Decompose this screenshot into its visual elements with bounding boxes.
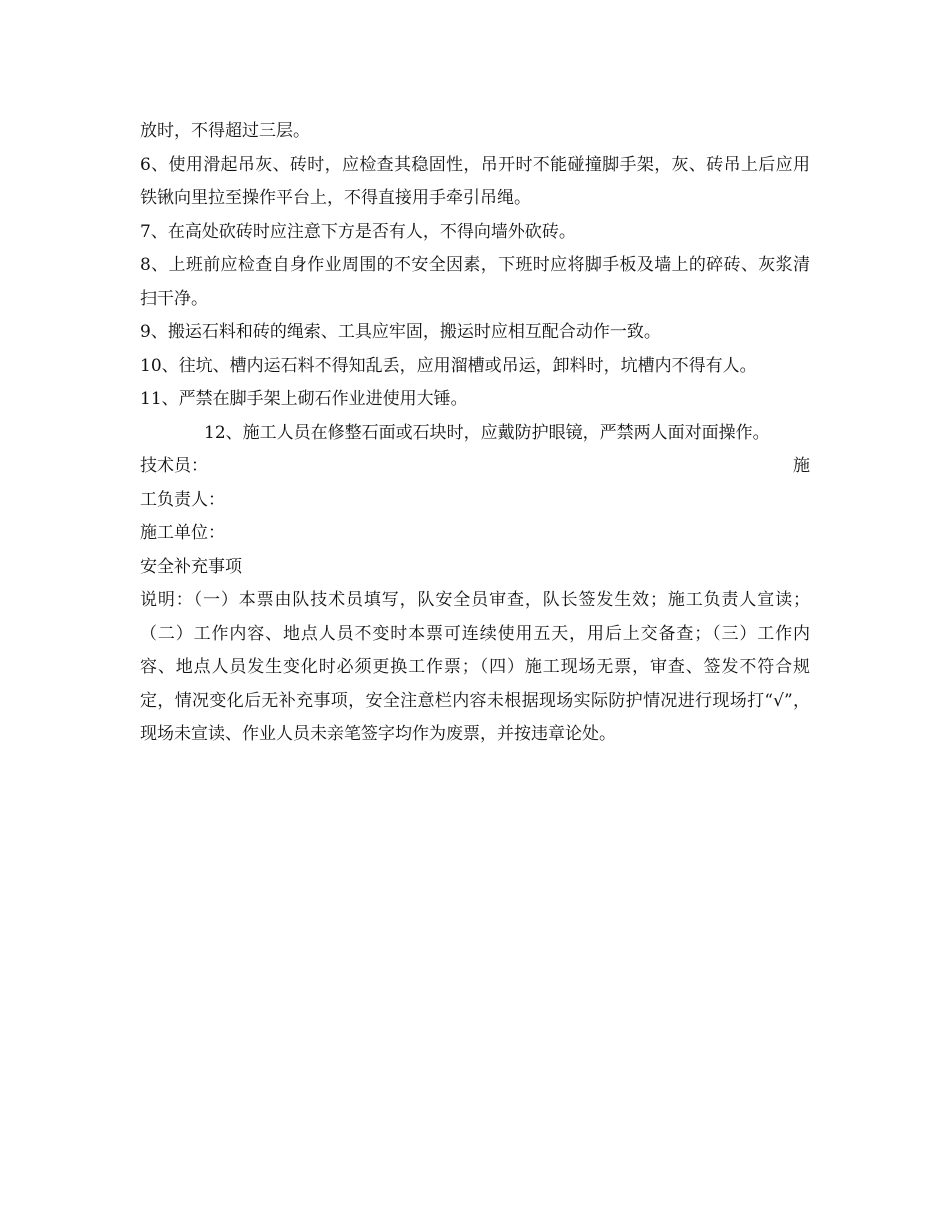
tech-label: 技术员： <box>140 456 208 476</box>
safety-item-9: 9、搬运石料和砖的绳索、工具应牢固，搬运时应相互配合动作一致。 <box>140 322 661 342</box>
safety-item-12: 12、施工人员在修整石面或石块时，应戴防护眼镜，严禁两人面对面操作。 <box>204 422 770 443</box>
unit-label: 施工单位： <box>140 523 225 543</box>
safety-item-11: 11、严禁在脚手架上砌石作业进使用大锤。 <box>140 389 468 409</box>
notes-paragraph: 说明：（一）本票由队技术员填写，队安全员审查，队长签发生效；施工负责人宣读；（二）工作内容、地点人员不变时本票可连续使用五天，用后上交备查；（三）工作内容、地点人员发生变化时必须更换工作票；（四）施工现场无票，审查、签发不符合规定，情况变化后无补充事项，安全注意栏内容未根据现场实际防护情况进行现场打“√”，现场未宣读、作业人员未亲笔签字均作为废票，并按违章论处。 <box>140 590 810 744</box>
safety-item-10: 10、往坑、槽内运石料不得知乱丢，应用溜槽或吊运，卸料时，坑槽内不得有人。 <box>140 355 757 376</box>
safety-item-8: 8、上班前应检查自身作业周围的不安全因素，下班时应将脚手板及墙上的碎砖、灰浆清扫干净。 <box>140 255 810 309</box>
paragraph-line: 放时，不得超过三层。 <box>140 121 310 141</box>
signature-row-tech <box>140 450 810 484</box>
document-body <box>140 115 810 752</box>
supplement-title: 安全补充事项 <box>140 556 242 577</box>
lead-label-prefix: 施 <box>793 456 810 476</box>
safety-item-6: 6、使用滑起吊灰、砖时，应检查其稳固性，吊开时不能碰撞脚手架，灰、砖吊上后应用铁锹向里拉至操作平台上，不得直接用手牵引吊绳。 <box>140 154 810 208</box>
lead-label: 工负责人： <box>140 489 225 510</box>
safety-item-7: 7、在高处砍砖时应注意下方是否有人，不得向墙外砍砖。 <box>140 221 576 242</box>
